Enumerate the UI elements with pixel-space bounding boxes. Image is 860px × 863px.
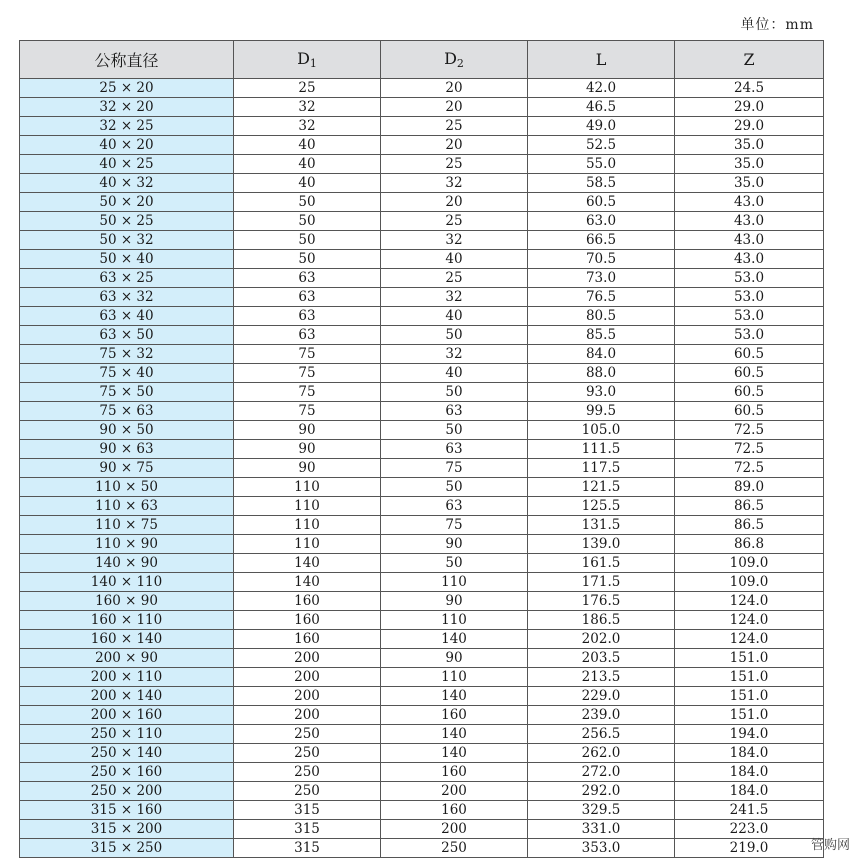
header-d1	[234, 41, 381, 79]
cell-l: 42.0	[528, 79, 675, 98]
cell-nominal-diameter: 32 × 20	[20, 98, 234, 117]
cell-d1: 250	[234, 763, 381, 782]
cell-l: 262.0	[528, 744, 675, 763]
header-z: Z	[675, 41, 824, 79]
cell-z: 124.0	[675, 630, 824, 649]
cell-z: 109.0	[675, 554, 824, 573]
cell-l: 52.5	[528, 136, 675, 155]
cell-l: 93.0	[528, 383, 675, 402]
cell-z: 35.0	[675, 155, 824, 174]
cell-nominal-diameter: 200 × 90	[20, 649, 234, 668]
cell-d2: 90	[381, 649, 528, 668]
table-header-row	[20, 41, 824, 79]
cell-d2: 25	[381, 117, 528, 136]
cell-d1: 90	[234, 440, 381, 459]
cell-d2: 25	[381, 269, 528, 288]
cell-z: 29.0	[675, 117, 824, 136]
cell-z: 43.0	[675, 250, 824, 269]
cell-l: 292.0	[528, 782, 675, 801]
cell-nominal-diameter: 160 × 140	[20, 630, 234, 649]
cell-d2: 25	[381, 155, 528, 174]
cell-d2: 160	[381, 706, 528, 725]
table-row	[20, 421, 824, 440]
cell-nominal-diameter: 200 × 110	[20, 668, 234, 687]
table-row	[20, 155, 824, 174]
table-row	[20, 573, 824, 592]
cell-z: 60.5	[675, 383, 824, 402]
cell-l: 85.5	[528, 326, 675, 345]
header-d2	[381, 41, 528, 79]
cell-nominal-diameter: 200 × 140	[20, 687, 234, 706]
cell-z: 24.5	[675, 79, 824, 98]
cell-l: 229.0	[528, 687, 675, 706]
cell-z: 151.0	[675, 649, 824, 668]
cell-z: 151.0	[675, 706, 824, 725]
cell-z: 53.0	[675, 269, 824, 288]
cell-d2: 40	[381, 250, 528, 269]
table-row	[20, 763, 824, 782]
table-row	[20, 136, 824, 155]
cell-nominal-diameter: 75 × 63	[20, 402, 234, 421]
cell-l: 111.5	[528, 440, 675, 459]
cell-l: 176.5	[528, 592, 675, 611]
cell-d1: 75	[234, 402, 381, 421]
cell-l: 186.5	[528, 611, 675, 630]
spec-table	[19, 40, 824, 858]
cell-d2: 20	[381, 136, 528, 155]
table-row	[20, 611, 824, 630]
cell-z: 72.5	[675, 440, 824, 459]
cell-d2: 50	[381, 478, 528, 497]
cell-d1: 160	[234, 630, 381, 649]
cell-d2: 40	[381, 307, 528, 326]
table-row	[20, 459, 824, 478]
cell-nominal-diameter: 250 × 200	[20, 782, 234, 801]
table-row	[20, 592, 824, 611]
cell-d1: 315	[234, 839, 381, 858]
cell-z: 241.5	[675, 801, 824, 820]
cell-nominal-diameter: 63 × 50	[20, 326, 234, 345]
cell-d2: 50	[381, 383, 528, 402]
cell-l: 353.0	[528, 839, 675, 858]
cell-l: 105.0	[528, 421, 675, 440]
cell-z: 53.0	[675, 288, 824, 307]
cell-nominal-diameter: 110 × 63	[20, 497, 234, 516]
cell-nominal-diameter: 40 × 20	[20, 136, 234, 155]
cell-d2: 75	[381, 459, 528, 478]
table-row	[20, 269, 824, 288]
cell-l: 171.5	[528, 573, 675, 592]
cell-nominal-diameter: 315 × 160	[20, 801, 234, 820]
cell-l: 70.5	[528, 250, 675, 269]
cell-l: 202.0	[528, 630, 675, 649]
cell-nominal-diameter: 140 × 110	[20, 573, 234, 592]
cell-nominal-diameter: 110 × 50	[20, 478, 234, 497]
cell-nominal-diameter: 63 × 25	[20, 269, 234, 288]
cell-d1: 110	[234, 516, 381, 535]
cell-d2: 160	[381, 763, 528, 782]
cell-d2: 40	[381, 364, 528, 383]
cell-d1: 110	[234, 535, 381, 554]
cell-d2: 63	[381, 440, 528, 459]
cell-l: 73.0	[528, 269, 675, 288]
cell-d2: 110	[381, 611, 528, 630]
cell-d1: 63	[234, 269, 381, 288]
cell-d2: 110	[381, 573, 528, 592]
cell-l: 55.0	[528, 155, 675, 174]
cell-d1: 200	[234, 649, 381, 668]
cell-nominal-diameter: 160 × 110	[20, 611, 234, 630]
cell-nominal-diameter: 63 × 40	[20, 307, 234, 326]
table-row	[20, 117, 824, 136]
cell-d1: 140	[234, 573, 381, 592]
cell-d2: 140	[381, 687, 528, 706]
cell-z: 53.0	[675, 307, 824, 326]
cell-d1: 160	[234, 592, 381, 611]
table-row	[20, 250, 824, 269]
cell-d2: 160	[381, 801, 528, 820]
cell-nominal-diameter: 315 × 200	[20, 820, 234, 839]
cell-d2: 90	[381, 535, 528, 554]
table-row	[20, 725, 824, 744]
cell-nominal-diameter: 50 × 32	[20, 231, 234, 250]
cell-d2: 140	[381, 744, 528, 763]
cell-nominal-diameter: 200 × 160	[20, 706, 234, 725]
cell-nominal-diameter: 75 × 50	[20, 383, 234, 402]
cell-d2: 20	[381, 98, 528, 117]
header-nominal-diameter: 公称直径	[20, 41, 234, 79]
cell-l: 125.5	[528, 497, 675, 516]
cell-nominal-diameter: 40 × 32	[20, 174, 234, 193]
cell-d2: 50	[381, 326, 528, 345]
cell-nominal-diameter: 90 × 63	[20, 440, 234, 459]
cell-z: 60.5	[675, 345, 824, 364]
table-row	[20, 364, 824, 383]
cell-nominal-diameter: 32 × 25	[20, 117, 234, 136]
cell-d1: 110	[234, 497, 381, 516]
table-row	[20, 554, 824, 573]
cell-z: 86.8	[675, 535, 824, 554]
cell-l: 46.5	[528, 98, 675, 117]
table-body	[20, 79, 824, 858]
table-row	[20, 193, 824, 212]
table-row	[20, 345, 824, 364]
cell-d1: 75	[234, 383, 381, 402]
cell-d1: 32	[234, 98, 381, 117]
cell-z: 124.0	[675, 611, 824, 630]
cell-nominal-diameter: 50 × 40	[20, 250, 234, 269]
cell-d1: 250	[234, 744, 381, 763]
cell-d1: 140	[234, 554, 381, 573]
cell-d2: 63	[381, 402, 528, 421]
cell-d1: 110	[234, 478, 381, 497]
cell-d1: 25	[234, 79, 381, 98]
cell-d1: 75	[234, 345, 381, 364]
cell-d1: 63	[234, 307, 381, 326]
cell-z: 60.5	[675, 402, 824, 421]
cell-nominal-diameter: 110 × 75	[20, 516, 234, 535]
cell-l: 121.5	[528, 478, 675, 497]
table-row	[20, 98, 824, 117]
cell-d1: 315	[234, 820, 381, 839]
cell-l: 76.5	[528, 288, 675, 307]
cell-nominal-diameter: 90 × 50	[20, 421, 234, 440]
cell-l: 80.5	[528, 307, 675, 326]
table-row	[20, 820, 824, 839]
cell-l: 60.5	[528, 193, 675, 212]
cell-d1: 50	[234, 250, 381, 269]
cell-nominal-diameter: 25 × 20	[20, 79, 234, 98]
cell-d2: 20	[381, 193, 528, 212]
cell-z: 35.0	[675, 136, 824, 155]
table-row	[20, 383, 824, 402]
cell-nominal-diameter: 110 × 90	[20, 535, 234, 554]
cell-d2: 250	[381, 839, 528, 858]
table-row	[20, 402, 824, 421]
table-row	[20, 231, 824, 250]
table-row	[20, 687, 824, 706]
cell-nominal-diameter: 63 × 32	[20, 288, 234, 307]
cell-l: 49.0	[528, 117, 675, 136]
cell-d1: 250	[234, 725, 381, 744]
table-row	[20, 288, 824, 307]
table-row	[20, 668, 824, 687]
table-row	[20, 801, 824, 820]
cell-z: 35.0	[675, 174, 824, 193]
cell-d2: 110	[381, 668, 528, 687]
cell-nominal-diameter: 250 × 160	[20, 763, 234, 782]
table-row	[20, 516, 824, 535]
cell-d2: 200	[381, 820, 528, 839]
cell-l: 239.0	[528, 706, 675, 725]
cell-d1: 32	[234, 117, 381, 136]
cell-l: 66.5	[528, 231, 675, 250]
cell-nominal-diameter: 140 × 90	[20, 554, 234, 573]
table-row	[20, 744, 824, 763]
cell-z: 151.0	[675, 687, 824, 706]
table-row	[20, 630, 824, 649]
cell-d2: 32	[381, 288, 528, 307]
cell-z: 223.0	[675, 820, 824, 839]
header-d1-sub: 1	[309, 57, 317, 70]
cell-d2: 140	[381, 725, 528, 744]
table-row	[20, 649, 824, 668]
cell-z: 89.0	[675, 478, 824, 497]
cell-d1: 200	[234, 706, 381, 725]
cell-l: 88.0	[528, 364, 675, 383]
table-row	[20, 174, 824, 193]
cell-nominal-diameter: 50 × 20	[20, 193, 234, 212]
cell-d1: 50	[234, 212, 381, 231]
cell-d1: 63	[234, 288, 381, 307]
cell-z: 29.0	[675, 98, 824, 117]
cell-z: 86.5	[675, 497, 824, 516]
cell-z: 109.0	[675, 573, 824, 592]
cell-z: 124.0	[675, 592, 824, 611]
cell-l: 213.5	[528, 668, 675, 687]
cell-l: 161.5	[528, 554, 675, 573]
cell-l: 256.5	[528, 725, 675, 744]
cell-z: 151.0	[675, 668, 824, 687]
cell-d2: 63	[381, 497, 528, 516]
cell-d2: 32	[381, 345, 528, 364]
header-d2-base: D	[444, 49, 457, 68]
cell-d1: 40	[234, 174, 381, 193]
table-row	[20, 497, 824, 516]
cell-d2: 25	[381, 212, 528, 231]
cell-z: 72.5	[675, 459, 824, 478]
cell-l: 203.5	[528, 649, 675, 668]
cell-d1: 50	[234, 231, 381, 250]
table-row	[20, 782, 824, 801]
cell-nominal-diameter: 90 × 75	[20, 459, 234, 478]
cell-d2: 90	[381, 592, 528, 611]
cell-d1: 250	[234, 782, 381, 801]
cell-d1: 160	[234, 611, 381, 630]
cell-z: 184.0	[675, 782, 824, 801]
cell-d2: 140	[381, 630, 528, 649]
cell-z: 72.5	[675, 421, 824, 440]
cell-l: 329.5	[528, 801, 675, 820]
cell-d2: 75	[381, 516, 528, 535]
cell-l: 58.5	[528, 174, 675, 193]
cell-d1: 200	[234, 687, 381, 706]
cell-d1: 63	[234, 326, 381, 345]
cell-z: 219.0	[675, 839, 824, 858]
cell-l: 331.0	[528, 820, 675, 839]
cell-l: 117.5	[528, 459, 675, 478]
cell-z: 43.0	[675, 193, 824, 212]
cell-l: 131.5	[528, 516, 675, 535]
cell-nominal-diameter: 250 × 110	[20, 725, 234, 744]
table-row	[20, 326, 824, 345]
watermark-logo: 管购网	[810, 838, 850, 853]
cell-l: 84.0	[528, 345, 675, 364]
cell-nominal-diameter: 50 × 25	[20, 212, 234, 231]
header-l: L	[528, 41, 675, 79]
cell-nominal-diameter: 40 × 25	[20, 155, 234, 174]
cell-z: 184.0	[675, 763, 824, 782]
unit-label: 单位：mm	[740, 17, 814, 33]
cell-z: 53.0	[675, 326, 824, 345]
cell-z: 86.5	[675, 516, 824, 535]
cell-z: 184.0	[675, 744, 824, 763]
cell-d1: 75	[234, 364, 381, 383]
cell-z: 194.0	[675, 725, 824, 744]
cell-l: 99.5	[528, 402, 675, 421]
header-d1-base: D	[297, 49, 310, 68]
table-row	[20, 307, 824, 326]
cell-z: 43.0	[675, 231, 824, 250]
table-row	[20, 440, 824, 459]
table-row	[20, 79, 824, 98]
cell-d2: 32	[381, 174, 528, 193]
table-row	[20, 706, 824, 725]
table-row	[20, 478, 824, 497]
cell-nominal-diameter: 75 × 40	[20, 364, 234, 383]
cell-z: 60.5	[675, 364, 824, 383]
cell-z: 43.0	[675, 212, 824, 231]
cell-d1: 90	[234, 459, 381, 478]
header-d2-sub: 2	[456, 57, 464, 70]
cell-l: 272.0	[528, 763, 675, 782]
cell-d2: 50	[381, 421, 528, 440]
cell-d1: 200	[234, 668, 381, 687]
cell-nominal-diameter: 315 × 250	[20, 839, 234, 858]
cell-d2: 20	[381, 79, 528, 98]
cell-d2: 50	[381, 554, 528, 573]
cell-d1: 90	[234, 421, 381, 440]
cell-d1: 315	[234, 801, 381, 820]
cell-nominal-diameter: 75 × 32	[20, 345, 234, 364]
table-row	[20, 839, 824, 858]
cell-l: 139.0	[528, 535, 675, 554]
cell-nominal-diameter: 160 × 90	[20, 592, 234, 611]
cell-nominal-diameter: 250 × 140	[20, 744, 234, 763]
cell-d2: 200	[381, 782, 528, 801]
table-row	[20, 535, 824, 554]
cell-l: 63.0	[528, 212, 675, 231]
cell-d1: 50	[234, 193, 381, 212]
cell-d2: 32	[381, 231, 528, 250]
table-row	[20, 212, 824, 231]
cell-d1: 40	[234, 155, 381, 174]
cell-d1: 40	[234, 136, 381, 155]
